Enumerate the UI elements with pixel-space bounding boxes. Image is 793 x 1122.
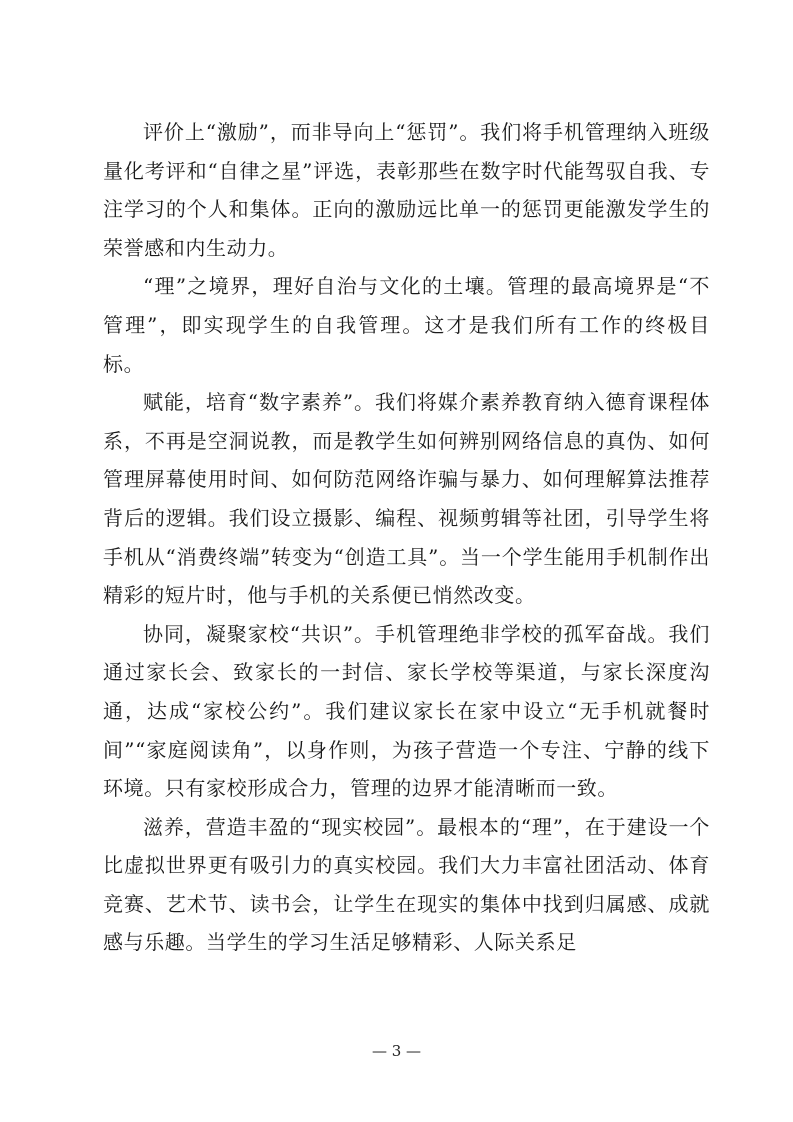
paragraph-incentive: 评价上“激励”，而非导向上“惩罚”。我们将手机管理纳入班级量化考评和“自律之星”评选，表彰那些在数字时代能驾驭自我、专注学习的个人和集体。正向的激励远比单一的惩罚更能激发学生的荣誉感和内生动力。 [103, 120, 710, 260]
page-number: — 3 — [371, 1042, 422, 1060]
paragraph-self-governance: “理”之境界，理好自治与文化的土壤。管理的最高境界是“不管理”，即实现学生的自我管理。这才是我们所有工作的终极目标。 [103, 274, 710, 376]
paragraph-home-school: 协同，凝聚家校“共识”。手机管理绝非学校的孤军奋战。我们通过家长会、致家长的一封信、家长学校等渠道，与家长深度沟通，达成“家校公约”。我们建议家长在家中设立“无手机就餐时间”“家庭阅读角”，以身作则，为孩子营造一个专注、宁静的线下环境。只有家校形成合力，管理的边界才能清晰而一致。 [103, 621, 710, 801]
paragraph-digital-literacy: 赋能，培育“数字素养”。我们将媒介素养教育纳入德育课程体系，不再是空洞说教，而是教学生如何辨别网络信息的真伪、如何管理屏幕使用时间、如何防范网络诈骗与暴力、如何理解算法推荐背后的逻辑。我们设立摄影、编程、视频剪辑等社团，引导学生将手机从“消费终端”转变为“创造工具”。当一个学生能用手机制作出精彩的短片时，他与手机的关系便已悄然改变。 [103, 390, 710, 608]
paragraph-real-campus: 滋养，营造丰盈的“现实校园”。最根本的“理”，在于建设一个比虚拟世界更有吸引力的真实校园。我们大力丰富社团活动、体育竞赛、艺术节、读书会，让学生在现实的集体中找到归属感、成就感与乐趣。当学生的学习生活足够精彩、人际关系足 [103, 814, 710, 955]
body-text [103, 113, 710, 962]
